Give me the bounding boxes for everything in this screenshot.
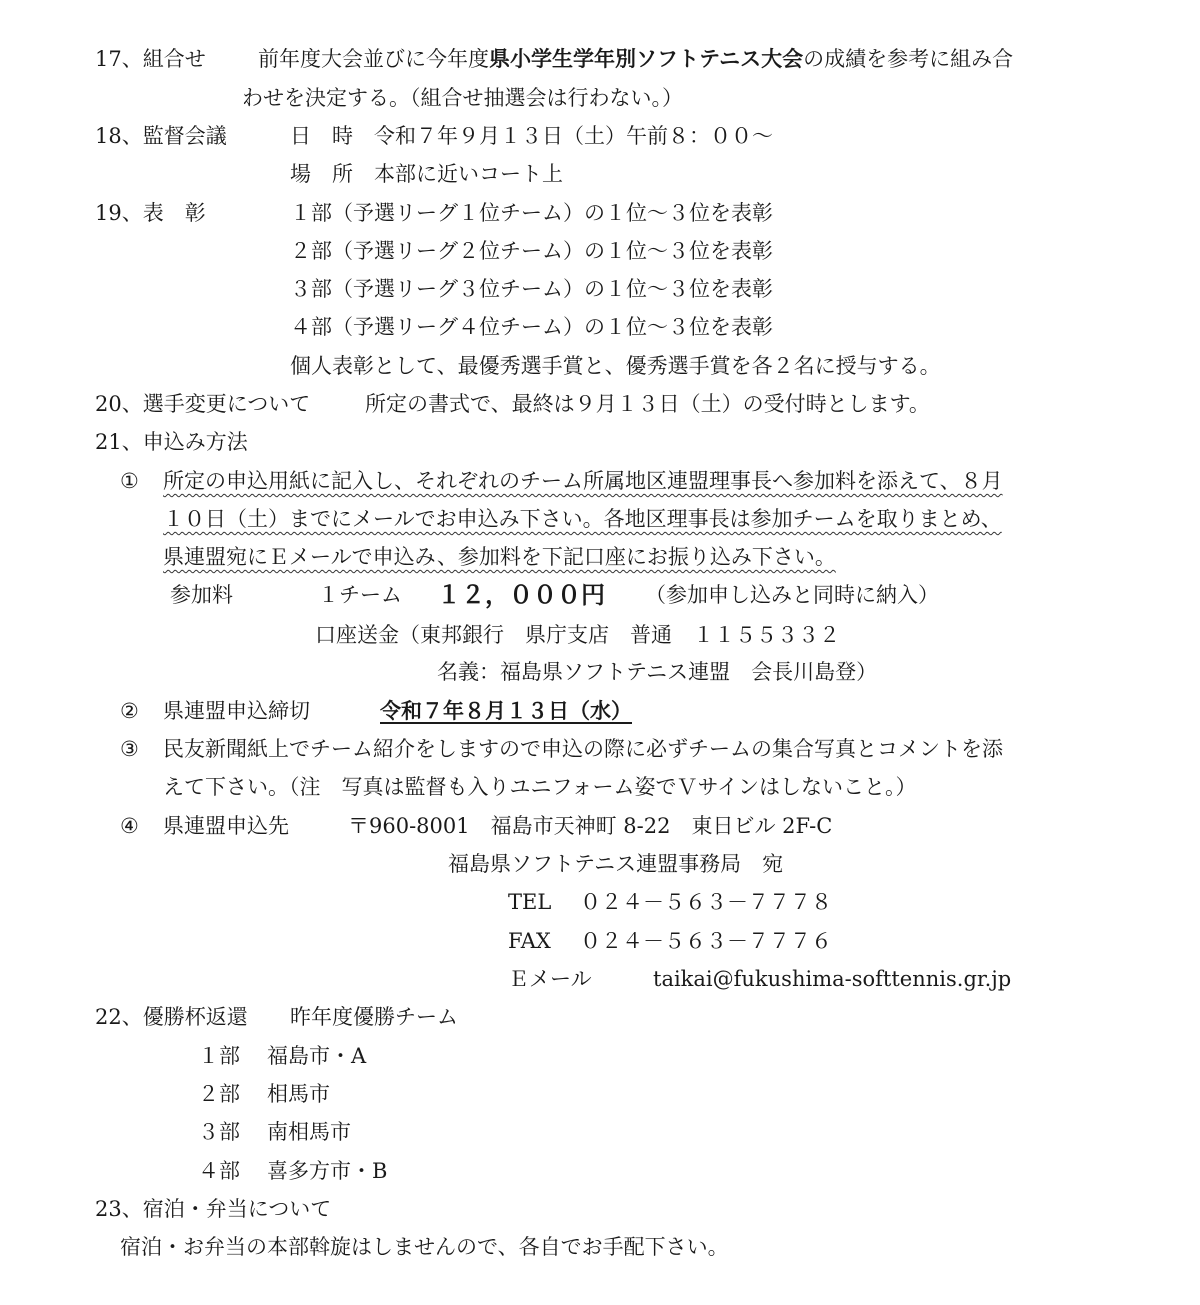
item-2-marker: ②: [120, 699, 139, 723]
winner-division-2: ２部: [198, 1082, 240, 1106]
section-22-number: 22、優勝杯返還: [95, 1005, 248, 1029]
tel-number: ０２４－５６３－７７７８: [580, 890, 832, 914]
section-18-number: 18、監督会議: [95, 124, 227, 148]
winner-division-3: ３部: [198, 1120, 240, 1144]
fee-label: 参加料: [170, 583, 233, 607]
award-line-2: ２部（予選リーグ２位チーム）の１位～３位を表彰: [290, 239, 773, 263]
section-18-datetime: 日 時 令和７年９月１３日（土）午前８：００～: [290, 124, 773, 148]
deadline-date: 令和７年８月１３日（水）: [380, 698, 632, 723]
tel-label: TEL: [508, 890, 552, 914]
application-label: 県連盟申込先: [163, 814, 289, 838]
winner-team-1: 福島市・A: [267, 1044, 367, 1068]
email-label: Ｅメール: [508, 967, 592, 991]
winner-team-2: 相馬市: [267, 1082, 330, 1106]
winner-division-1: １部: [198, 1044, 240, 1068]
section-20-number: 20、選手変更について: [95, 392, 311, 416]
section-17-line2: わせを決定する。（組合せ抽選会は行わない。）: [242, 86, 683, 110]
account-name: 名義：福島県ソフトテニス連盟 会長川島登）: [437, 660, 878, 684]
award-line-4: ４部（予選リーグ４位チーム）の１位～３位を表彰: [290, 315, 773, 339]
item-3-marker: ③: [120, 737, 139, 761]
winner-team-4: 喜多方市・B: [267, 1159, 388, 1183]
award-line-3: ３部（予選リーグ３位チーム）の１位～３位を表彰: [290, 277, 773, 301]
section-17-tournament-name: 県小学生学年別ソフトテニス大会: [489, 46, 804, 71]
application-address: 〒960-8001 福島市天神町 8-22 東日ビル 2F-C: [348, 814, 833, 838]
winner-team-3: 南相馬市: [267, 1120, 351, 1144]
section-17-post: の成績を参考に組み合: [803, 47, 1014, 71]
section-17-pre: 前年度大会並びに今年度: [258, 47, 489, 71]
section-17-line1: [258, 44, 1013, 74]
section-22-heading: 昨年度優勝チーム: [290, 1005, 458, 1029]
section-23-number: 23、宿泊・弁当について: [95, 1197, 332, 1221]
item-3-line2: えて下さい。（注 写真は監督も入りユニフォーム姿でＶサインはしないこと。）: [163, 775, 917, 799]
section-19-number: 19、表 彰: [95, 201, 206, 225]
item-4-marker: ④: [120, 814, 139, 838]
fee-amount: １２，０００円: [437, 580, 605, 609]
fee-unit: １チーム: [318, 583, 402, 607]
bank-account: 口座送金（東邦銀行 県庁支店 普通 １１５５３３２: [315, 623, 840, 647]
item-3-line1: 民友新聞紙上でチーム紹介をしますので申込の際に必ずチームの集合写真とコメントを添: [163, 737, 1003, 761]
section-17-number: 17、組合せ: [95, 47, 206, 71]
item-1-line1: 所定の申込用紙に記入し、それぞれのチーム所属地区連盟理事長へ参加料を添えて、８月: [163, 469, 1003, 493]
item-1-line2: １０日（土）までにメールでお申込み下さい。各地区理事長は参加チームを取りまとめ、: [163, 507, 1002, 531]
deadline-label: 県連盟申込締切: [163, 699, 310, 723]
item-1-marker: ①: [120, 469, 139, 493]
award-line-1: １部（予選リーグ１位チーム）の１位～３位を表彰: [290, 201, 773, 225]
section-23-text: 宿泊・お弁当の本部斡旋はしませんので、各自でお手配下さい。: [120, 1235, 729, 1259]
application-office: 福島県ソフトテニス連盟事務局 宛: [448, 852, 784, 876]
email-address[interactable]: taikai@fukushima-softtennis.gr.jp: [653, 967, 1012, 991]
section-21-number: 21、申込み方法: [95, 430, 248, 454]
fax-number: ０２４－５６３－７７７６: [580, 929, 832, 953]
fee-note: （参加申し込みと同時に納入）: [645, 583, 939, 607]
item-1-line3: 県連盟宛にＥメールで申込み、参加料を下記口座にお振り込み下さい。: [163, 545, 836, 569]
section-18-place: 場 所 本部に近いコート上: [290, 162, 563, 186]
section-20-text: 所定の書式で、最終は９月１３日（土）の受付時とします。: [365, 392, 930, 416]
winner-division-4: ４部: [198, 1159, 240, 1183]
fax-label: FAX: [508, 929, 551, 953]
award-line-individual: 個人表彰として、最優秀選手賞と、優秀選手賞を各２名に授与する。: [290, 354, 941, 378]
